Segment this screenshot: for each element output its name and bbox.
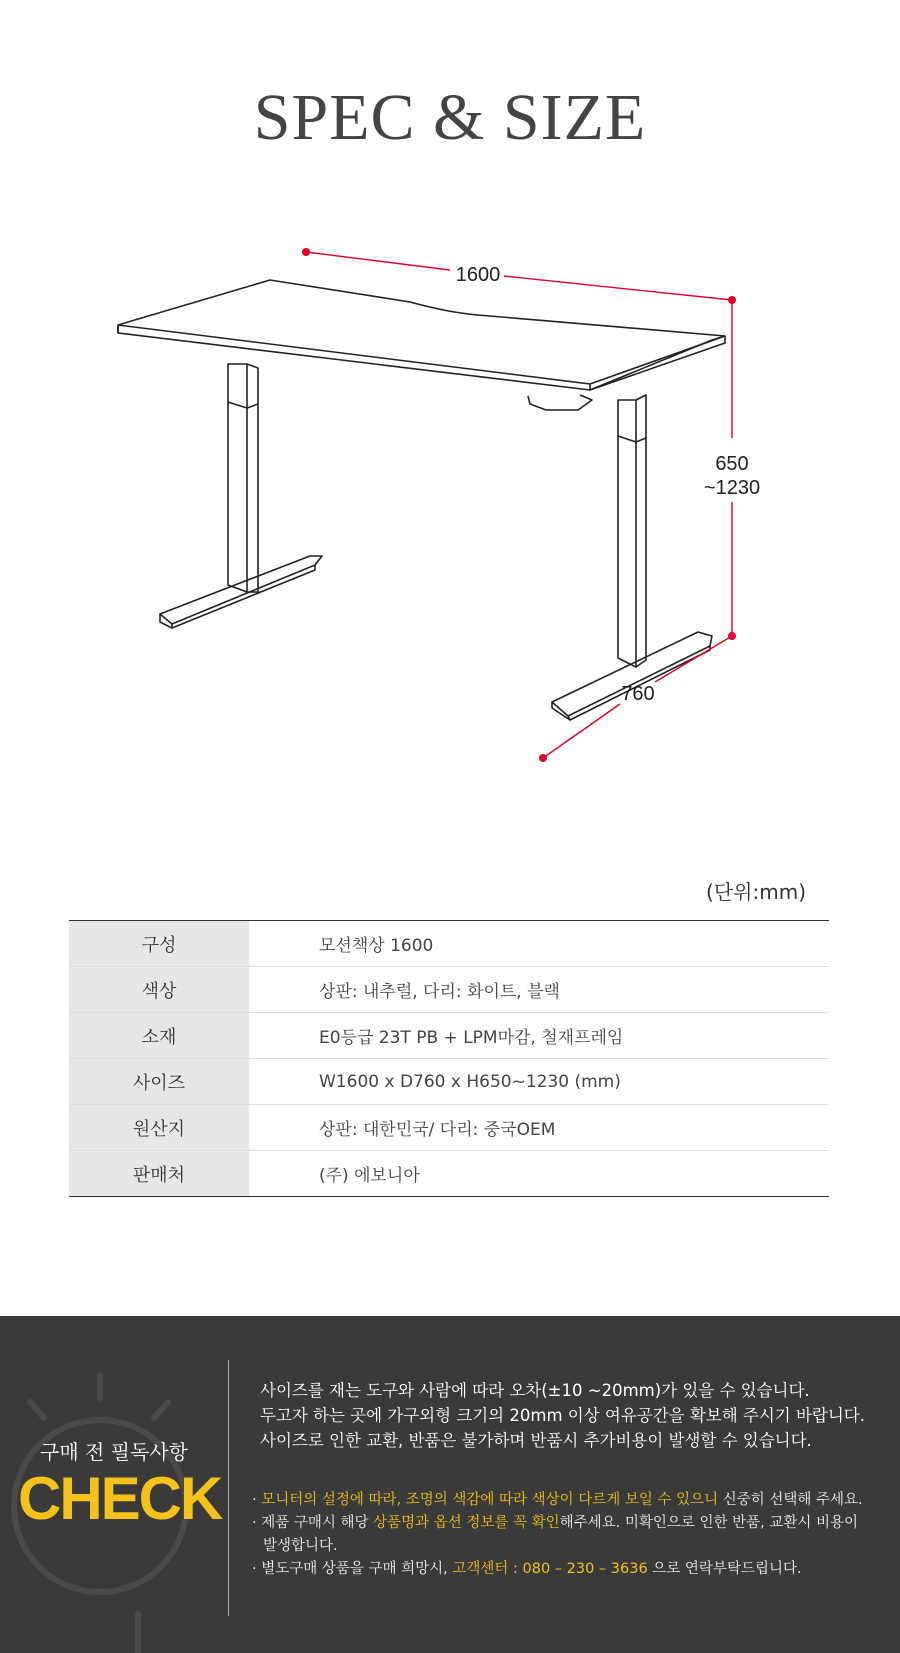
spec-key: 판매처 (69, 1151, 249, 1197)
spec-value: 상판: 대한민국/ 다리: 중국OEM (249, 1105, 829, 1151)
spec-key: 소재 (69, 1013, 249, 1059)
bullet-highlight: 고객센터 : 080 – 230 – 3636 (452, 1561, 648, 1577)
note-item: 사이즈로 인한 교환, 반품은 불가하며 반품시 추가비용이 발생할 수 있습니다. (260, 1431, 812, 1450)
table-row (69, 1013, 829, 1059)
table-row (69, 921, 829, 967)
check-subtitle: 구매 전 필독사항 (40, 1440, 188, 1464)
bullet-mark: · (252, 1561, 257, 1577)
bullet-text: 으로 연락부탁드립니다. (647, 1561, 802, 1577)
bullet-item (252, 1489, 863, 1512)
bullet-mark: · (252, 1492, 257, 1508)
unit-label: (단위:mm) (706, 880, 806, 904)
divider (228, 1360, 229, 1616)
table-row (69, 1151, 829, 1197)
bullet-text: 제품 구매시 해당 (261, 1515, 374, 1531)
bullet-item-continued: 발생합니다. (263, 1538, 338, 1554)
table-row (69, 1059, 829, 1105)
bullet-mark: · (252, 1515, 257, 1531)
spec-value: 모션책상 1600 (249, 921, 829, 967)
bullet-text: 별도구매 상품을 구매 희망시, (261, 1561, 453, 1577)
page-title: SPEC & SIZE (253, 81, 647, 154)
width-dimension-label: 1600 (455, 264, 501, 286)
spec-value: E0등급 23T PB + LPM마감, 철재프레임 (249, 1013, 829, 1059)
bullet-text: 신중히 선택해 주세요. (718, 1492, 863, 1508)
spec-value: (주) 에보니아 (319, 1166, 420, 1186)
spec-key: 사이즈 (69, 1059, 249, 1105)
bullet-text: 해주세요. 미확인으로 인한 반품, 교환시 비용이 (559, 1515, 859, 1531)
height-dimension-label-min: 650 (715, 453, 749, 475)
table-row (69, 1105, 829, 1151)
height-dimension-label-max: ~1230 (703, 477, 761, 499)
spec-key: 색상 (69, 967, 249, 1013)
spec-value: W1600 x D760 x H650~1230 (mm) (249, 1059, 829, 1105)
check-title: CHECK (18, 1465, 222, 1532)
spec-key: 구성 (69, 921, 249, 967)
spec-key: 원산지 (69, 1105, 249, 1151)
bullet-item (252, 1512, 863, 1535)
bullet-highlight: 모니터의 설정에 따라, 조명의 색감에 따라 색상이 다르게 보일 수 있으니 (261, 1492, 719, 1508)
note-item: 두고자 하는 곳에 가구외형 크기의 20mm 이상 여유공간을 확보해 주시기 바랍니다. (260, 1406, 865, 1425)
bullet-list (252, 1489, 863, 1581)
spec-table (69, 920, 829, 1197)
notes-list (260, 1378, 865, 1453)
desk-diagram (100, 240, 800, 800)
bullet-highlight: 상품명과 옵션 정보를 꼭 확인 (373, 1515, 560, 1531)
table-row (69, 967, 829, 1013)
spec-value: 상판: 내추럴, 다리: 화이트, 블랙 (249, 967, 829, 1013)
depth-dimension-label: 760 (621, 683, 655, 705)
note-item: 사이즈를 재는 도구와 사람에 따라 오차(±10 ~20mm)가 있을 수 있습니다. (260, 1381, 810, 1400)
check-section (0, 1316, 900, 1653)
bullet-item (252, 1558, 863, 1581)
